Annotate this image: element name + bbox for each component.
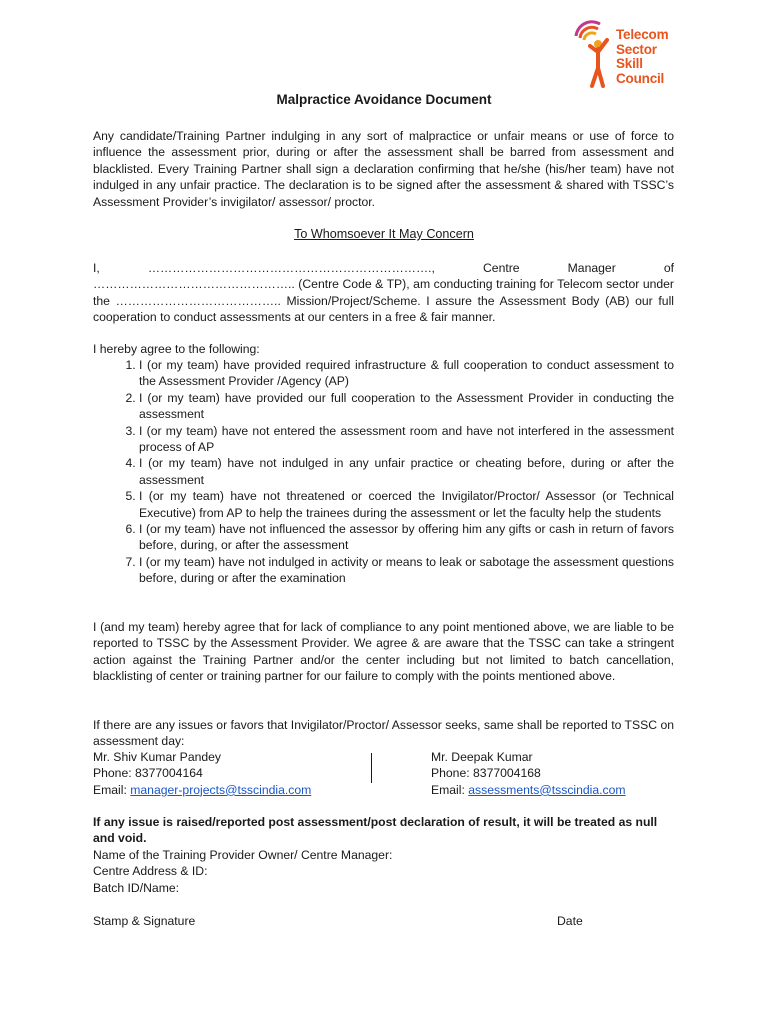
signature-row xyxy=(93,913,674,929)
list-item: 6. I (or my team) have not influenced the assessor by offering him any gifts or cash in return of favors before, during, or after the assessment xyxy=(139,521,674,554)
logo-line-1: Telecom xyxy=(616,27,669,42)
contact-right xyxy=(431,749,671,798)
contact-name: Mr. Shiv Kumar Pandey xyxy=(93,750,222,764)
email-link[interactable]: manager-projects@tsscindia.com xyxy=(130,782,312,797)
field-owner: Name of the Training Provider Owner/ Centre Manager: xyxy=(93,848,393,862)
field-batch: Batch ID/Name: xyxy=(93,880,180,895)
form-fields xyxy=(93,847,674,896)
date-label: Date xyxy=(557,914,583,928)
column-divider xyxy=(371,753,372,783)
document-title: Malpractice Avoidance Document xyxy=(276,92,492,107)
contact-email-row xyxy=(431,782,671,798)
concern-subtitle: To Whomsoever It May Concern xyxy=(294,227,474,241)
contact-phone: Phone: 8377004168 xyxy=(431,766,541,781)
list-item: 1. I (or my team) have provided required infrastructure & full cooperation to conduct assessment to the Assessment Provider /Agency (AP) xyxy=(139,357,674,390)
liability-paragraph: I (and my team) hereby agree that for lack of compliance to any point mentioned above, we are liable to be reported to TSSC by the Assessment Provider. We agree & are aware that the TSSC can take a stringent action against the Training Partner and/or the center including but not limited to batch cancellation, blacklisting of center or training partner for our failure to comply with the points mentioned above. xyxy=(93,620,674,684)
agree-intro: I hereby agree to the following: xyxy=(93,342,260,356)
logo-line-4: Council xyxy=(616,70,665,86)
logo-line-2: Sector xyxy=(616,41,657,57)
email-link[interactable]: assessments@tsscindia.com xyxy=(468,782,626,797)
stamp-signature-label: Stamp & Signature xyxy=(93,914,196,928)
list-item: 3. I (or my team) have not entered the assessment room and have not interfered in the assessment process of AP xyxy=(139,423,674,456)
null-void-note: If any issue is raised/reported post assessment/post declaration of result, it will be treated as null and void. xyxy=(93,815,658,846)
list-item: 2. I (or my team) have provided our full cooperation to the Assessment Provider in conducting the assessment xyxy=(139,390,674,423)
contact-name: Mr. Deepak Kumar xyxy=(431,750,533,764)
contact-phone: Phone: 8377004164 xyxy=(93,766,203,781)
email-label: Email: xyxy=(431,782,469,797)
logo-line-3: Skill xyxy=(616,56,643,71)
declaration-paragraph: I, ……………………………………………………………., Centre Manager of ………………………………………….. (Centre Code & TP), am conducting training for Telecom sector under the ………………………………….. Mission/Project/Scheme. I assure the Assessment Body (AB) our full cooperation to conduct assessments at our centers in a free & fair manner. xyxy=(93,261,674,325)
list-item: 4. I (or my team) have not indulged in any unfair practice or cheating before, during or after the assessment xyxy=(139,455,674,488)
agreement-list xyxy=(93,357,674,587)
list-item: 7. I (or my team) have not indulged in activity or means to leak or sabotage the assessment questions before, during or after the examination xyxy=(139,554,674,587)
list-item: 5. I (or my team) have not threatened or coerced the Invigilator/Proctor/ Assessor (or Technical Executive) from AP to help the trainees during the assessment or let the faculty help the students xyxy=(139,488,674,521)
intro-paragraph: Any candidate/Training Partner indulging in any sort of malpractice or unfair means or use of force to influence the assessment prior, during or after the assessment shall be barred from assessment and blacklisted. Every Training Partner shall sign a declaration confirming that he/she (his/her team) have not indulged in any unfair practice. The declaration is to be signed after the assessment & shared with TSSC’s Assessment Provider’s invigilator/ assessor/ proctor. xyxy=(93,129,674,209)
email-label: Email: xyxy=(93,782,131,797)
tssc-logo-text xyxy=(616,28,668,86)
contact-left xyxy=(93,749,353,798)
field-address: Centre Address & ID: xyxy=(93,864,208,879)
report-note: If there are any issues or favors that Invigilator/Proctor/ Assessor seeks, same shall be reported to TSSC on assessment day: xyxy=(93,718,674,749)
contact-email-row xyxy=(93,782,353,798)
